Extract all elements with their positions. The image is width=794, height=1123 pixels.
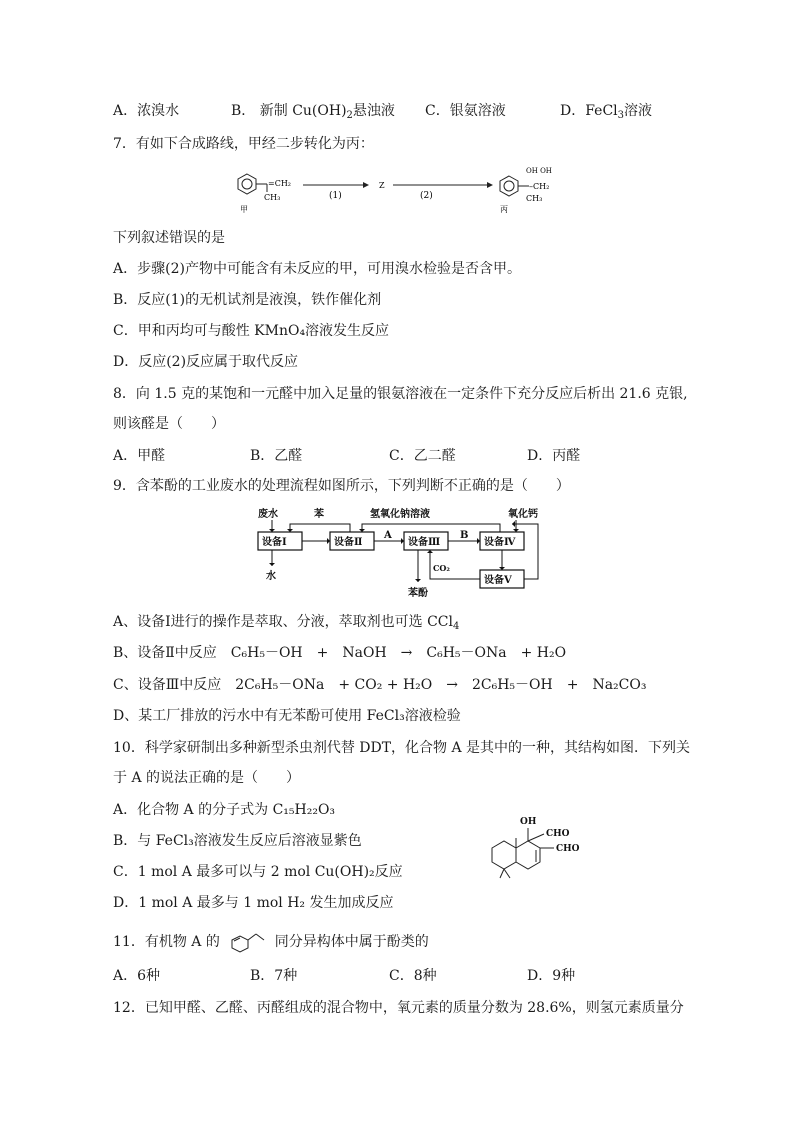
flow-benzene-label: 苯 (314, 509, 324, 520)
flow-water-label: 水 (266, 571, 276, 582)
q9-option-a: A、设备Ⅰ进行的操作是萃取、分液，萃取剂也可选 CCl$_4$ (113, 614, 460, 632)
q8-stem: 8．向 1.5 克的某饱和一元醛中加入足量的银氨溶液在一定条件下充分反应后析出 21.6 克银, (113, 386, 688, 402)
q8-option-d: D．丙醛 (527, 448, 581, 464)
q8-option-a: A．甲醛 (113, 448, 166, 464)
benzene-ring-bing-icon (500, 176, 529, 196)
compound-a-rings-icon (492, 828, 554, 878)
compound-cho-1-label: CHO (546, 829, 570, 839)
q10-stem-2: 于 A 的说法正确的是（ ） (113, 770, 301, 786)
q6-option-c: C．银氨溶液 (425, 103, 506, 119)
flow-cao-label: 氧化钙 (508, 509, 538, 520)
intermediate-z: Z (379, 181, 385, 190)
q11-stem: 11．有机物 A 的 同分异构体中属于酚类的 (113, 930, 429, 954)
bing-ch2-label: –CH₂ (529, 182, 550, 191)
q7-synthesis-scheme (225, 164, 575, 216)
step2-arrowhead (487, 182, 493, 188)
flow-phenol-label: 苯酚 (408, 588, 428, 599)
q8-option-c: C．乙二醛 (389, 448, 456, 464)
jia-vinyl-label: =CH₂ (268, 179, 292, 188)
flow-co2-label: CO₂ (433, 563, 450, 573)
q10-option-a: A．化合物 A 的分子式为 C₁₅H₂₂O₃ (113, 802, 336, 818)
bing-label: 丙 (500, 205, 508, 214)
q11-option-a: A．6种 (113, 968, 161, 984)
jia-methyl-label: CH₃ (264, 193, 281, 202)
q11-structure-icon (224, 930, 270, 954)
q7-option-d: D．反应(2)反应属于取代反应 (113, 354, 299, 370)
q12-stem: 12．已知甲醛、乙醛、丙醛组成的混合物中，氧元素的质量分数为 28.6%，则氢元素质量分 (113, 1000, 684, 1016)
compound-a-structure (470, 812, 600, 892)
q10-option-d: D．1 mol A 最多与 1 mol H₂ 发生加成反应 (113, 895, 394, 911)
flow-waste-label: 废水 (258, 509, 278, 520)
q7-option-c: C．甲和丙均可与酸性 KMnO₄溶液发生反应 (113, 323, 390, 339)
device-3-label: 设备Ⅲ (408, 537, 441, 548)
q7-stem: 7．有如下合成路线，甲经二步转化为丙： (113, 136, 374, 152)
q6-option-b: B． 新制 $Cu(OH)_2$悬浊液 (231, 103, 395, 121)
q10-stem: 10．科学家研制出多种新型杀虫剂代替 DDT，化合物 A 是其中的一种，其结构如图．下列关 (113, 740, 691, 756)
device-4-label: 设备Ⅳ (484, 537, 516, 548)
q9-stem: 9．含苯酚的工业废水的处理流程如图所示，下列判断不正确的是（ ） (113, 478, 570, 494)
flow-naoh-label: 氢氧化钠溶液 (370, 509, 430, 520)
flow-b-label: B (460, 530, 469, 541)
q11-option-b: B．7种 (250, 968, 298, 984)
device-1-label: 设备Ⅰ (262, 537, 287, 548)
q7-option-a: A．步骤(2)产物中可能含有未反应的甲，可用溴水检验是否含甲。 (113, 261, 521, 277)
step1-label: (1) (329, 191, 342, 201)
device-5-label: 设备Ⅴ (484, 575, 512, 586)
q10-option-b: B．与 FeCl₃溶液发生反应后溶液显紫色 (113, 833, 362, 849)
q6-option-d: D．FeCl$_3$溶液 (560, 103, 653, 121)
compound-oh-label: OH (520, 817, 537, 827)
bing-oh-label: OH OH (526, 167, 552, 175)
step2-label: (2) (420, 191, 433, 201)
q10-option-c: C．1 mol A 最多可以与 2 mol Cu(OH)₂反应 (113, 864, 403, 880)
flow-a-label: A (384, 530, 392, 541)
jia-label: 甲 (240, 205, 248, 214)
q8-option-b: B．乙醛 (250, 448, 303, 464)
q9-option-d: D、某工厂排放的污水中有无苯酚可使用 FeCl₃溶液检验 (113, 708, 461, 724)
q6-option-a: A．浓溴水 (113, 103, 180, 119)
q9-flow-diagram (250, 504, 550, 600)
q11-option-c: C．8种 (389, 968, 437, 984)
q9-option-c: C、设备Ⅲ中反应 2C₆H₅－ONa + CO₂ + H₂O → 2C₆H₅－OH + Na₂CO₃ (113, 677, 647, 693)
bing-ch3-label: CH₃ (526, 194, 543, 203)
step1-arrowhead (363, 182, 369, 188)
q9-option-b: B、设备Ⅱ中反应 C₆H₅－OH + NaOH → C₆H₅－ONa + H₂O (113, 645, 567, 661)
q7-option-b: B．反应(1)的无机试剂是液溴，铁作催化剂 (113, 292, 382, 308)
q7-lead: 下列叙述错误的是 (113, 230, 225, 246)
benzene-ring-jia-icon (238, 174, 267, 194)
compound-cho-2-label: CHO (556, 844, 580, 854)
q8-stem-2: 则该醛是（ ） (113, 416, 225, 432)
device-2-label: 设备Ⅱ (334, 537, 363, 548)
q11-option-d: D．9种 (527, 968, 576, 984)
